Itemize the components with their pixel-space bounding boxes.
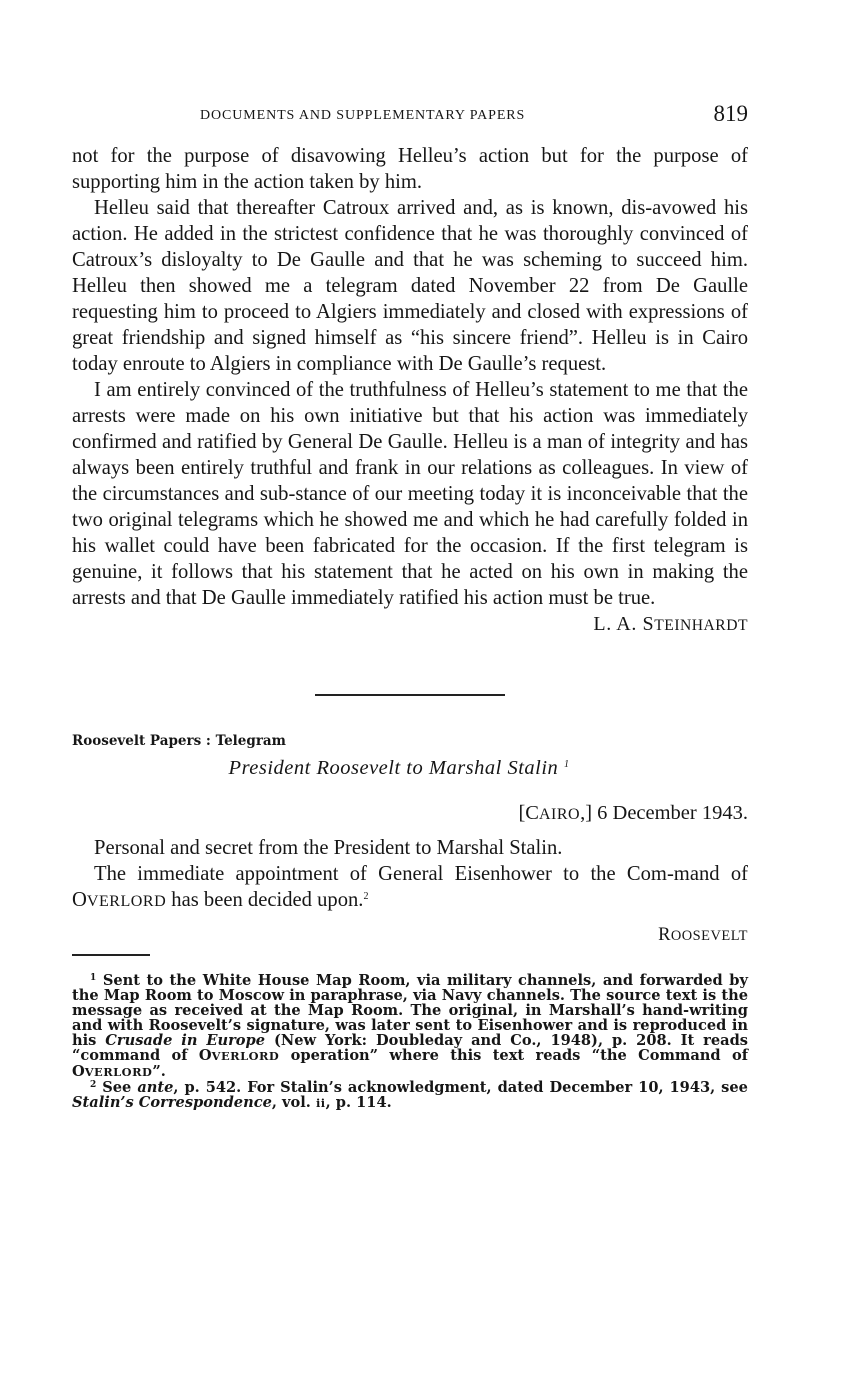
- footnote-volume: ii: [315, 1096, 326, 1110]
- document-page: [72, 96, 748, 1111]
- footnote-1: [72, 973, 748, 1080]
- letter-paragraph: Helleu said that thereafter Catroux arrived and, as is known, dis-avowed his action. He added in the strictest confidence that he was thoroughly convinced of Catroux’s disloyalty to De Gaulle and that he was scheming to succeed him. Helleu then showed me a telegram dated November 22 from De Gaulle requesting him to proceed to Algiers immediately and closed with expressions of great friendship and signed himself as “his sincere friend”. Helleu is in Cairo today enroute to Algiers in compliance with De Gaulle’s request.: [72, 197, 748, 375]
- letter-body: [72, 143, 748, 639]
- footnote-ref-2[interactable]: 2: [363, 891, 369, 902]
- footnote-text: , p. 114.: [325, 1094, 392, 1111]
- footnote-text: Sent to the White House Map Room, via military channels, and forwarded by the Map Room to Moscow in paraphrase, via Navy channels. The source text is the message as received at the Map Room. The original, in Marshall’s hand-writing and with Roosevelt’s signature, was later sent to Eisenhower and is reproduced in his: [72, 972, 748, 1049]
- dateline-place: AIRO: [538, 806, 581, 823]
- telegram-text: The immediate appointment of General Eisenhower to the Com-mand of O: [72, 863, 748, 911]
- dateline-date: ,] 6 December 1943.: [580, 802, 748, 824]
- footnote-latin: ante: [137, 1079, 174, 1096]
- telegram-paragraph: [72, 861, 748, 915]
- document-title-text: President Roosevelt to Marshal Stalin: [228, 757, 559, 779]
- codename-overlord: VERLORD: [211, 1049, 280, 1063]
- telegram-signature: [72, 922, 748, 949]
- codename-overlord: VERLORD: [84, 1065, 153, 1079]
- letter-paragraph: not for the purpose of disavowing Helleu’s action but for the purpose of supporting him in the action taken by him.: [72, 145, 748, 193]
- telegram-body: [72, 835, 748, 915]
- footnote-text: , p. 542. For Stalin’s acknowledgment, dated December 10, 1943, see: [173, 1079, 748, 1096]
- document-title: [72, 757, 748, 780]
- page-number: 819: [713, 101, 748, 126]
- codename-overlord: VERLORD: [86, 893, 167, 910]
- signature-initials: L. A. S: [593, 613, 655, 635]
- signature-surname: TEINHARDT: [654, 617, 748, 634]
- footnote-book-title: Stalin’s Correspondence: [72, 1094, 272, 1111]
- footnote-text: ”.: [152, 1063, 166, 1080]
- section-divider: [315, 694, 505, 696]
- footnote-book-title: Crusade in Europe: [105, 1032, 266, 1049]
- footnote-text: (New York: Doubleday and Co., 1948), p. 208. It reads “command of O: [72, 1032, 748, 1064]
- footnote-text: , vol.: [271, 1094, 316, 1111]
- telegram-text: has been decided upon.: [166, 889, 364, 911]
- footnote-ref-1[interactable]: 1: [563, 759, 570, 770]
- running-head: [72, 96, 748, 130]
- letter-paragraph: I am entirely convinced of the truthfulness of Helleu’s statement to me that the arrests were made on his own initiative but that his action was immediately confirmed and ratified by General De Gaulle. Helleu is a man of integrity and has always been entirely truthful and frank in our relations as colleagues. In view of the circumstances and sub-stance of our meeting today it is inconceivable that the two original telegrams which he showed me and which he had carefully folded in his wallet could have been fabricated for the occasion. If the first telegram is genuine, it follows that his statement that he acted on his own in making the arrests and that De Gaulle immediately ratified his action must be true.: [72, 379, 748, 609]
- footnote-2: [72, 1080, 748, 1111]
- footnote-text: See: [102, 1079, 138, 1096]
- footnote-text: operation” where this text reads “the Command of O: [72, 1047, 748, 1080]
- footnotes: [72, 973, 748, 1111]
- signature-surname: OOSEVELT: [670, 928, 748, 944]
- dateline: [72, 800, 748, 828]
- letter-signature: [72, 611, 748, 639]
- source-label: Roosevelt Papers : Telegram: [72, 733, 286, 749]
- footnote-2-mark: 2: [90, 1080, 97, 1090]
- running-head-title: DOCUMENTS AND SUPPLEMENTARY PAPERS: [200, 108, 526, 123]
- dateline-open: [C: [518, 802, 539, 824]
- telegram-paragraph: Personal and secret from the President to Marshal Stalin.: [94, 837, 563, 859]
- signature-initial: R: [658, 925, 671, 945]
- footnote-rule: [72, 954, 150, 956]
- footnote-1-mark: 1: [90, 973, 97, 983]
